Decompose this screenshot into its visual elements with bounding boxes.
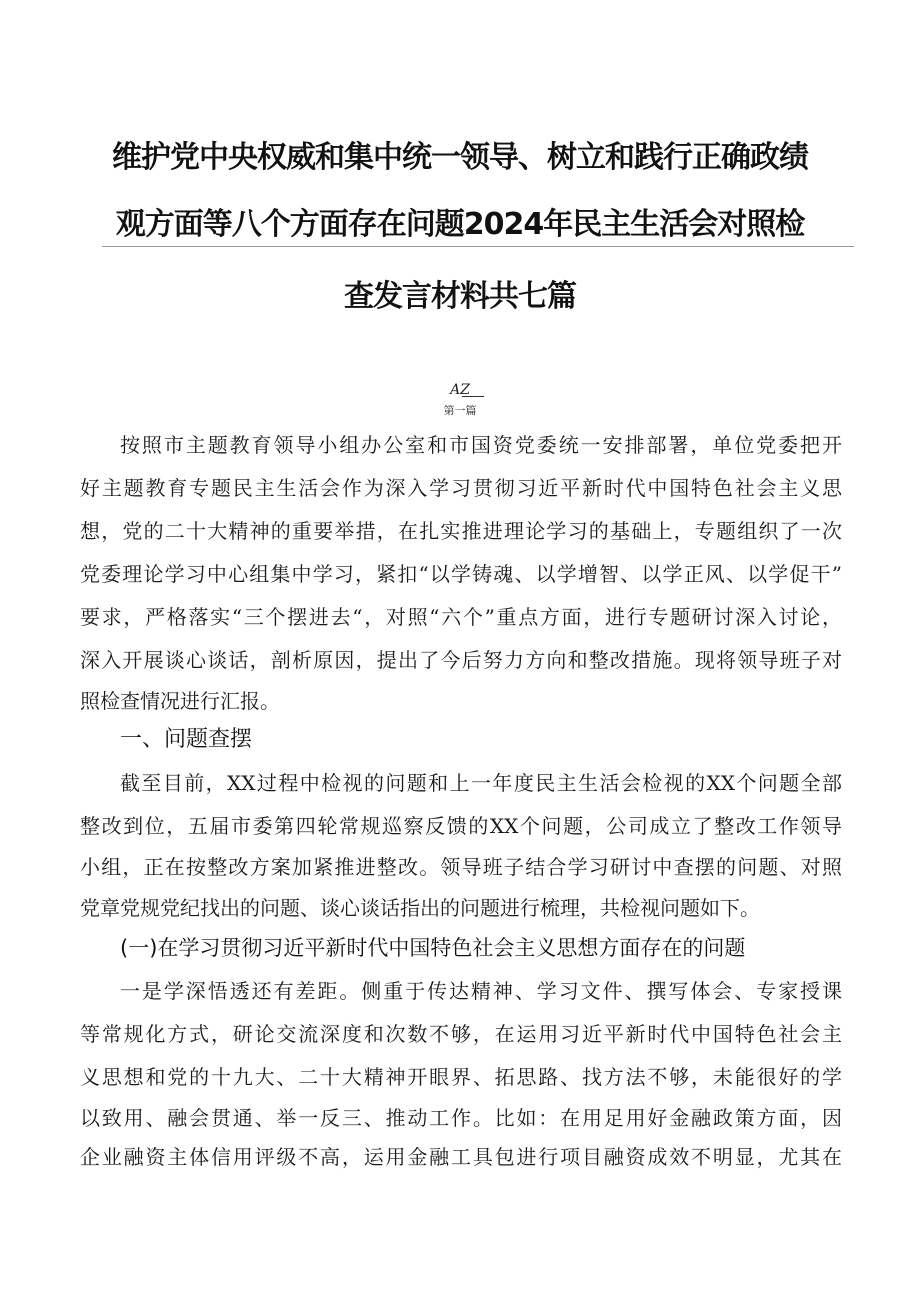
para3-line: 以致用、融会贯通、举一反三、推动工作。比如：在用足用好金融政策方面，因 <box>80 1106 842 1130</box>
section-mark: AZ <box>450 382 470 398</box>
intro-line: 党委理论学习中心组集中学习，紧扣“以学铸魂、以学增智、以学正风、以学促干” <box>80 562 842 586</box>
document-title-line-2: 观方面等八个方面存在问题2024年民主生活会对照检 <box>115 207 805 242</box>
document-title-line-3: 查发言材料共七篇 <box>344 279 576 314</box>
para2-line: 党章党规党纪找出的问题、谈心谈话指出的问题进行梳理，共检视问题如下。 <box>80 896 760 920</box>
para3-line: 等常规化方式，研论交流深度和次数不够，在运用习近平新时代中国特色社会主 <box>80 1022 842 1046</box>
intro-line: 好主题教育专题民主生活会作为深入学习贯彻习近平新时代中国特色社会主义思 <box>80 476 842 500</box>
section-mark-underline <box>462 396 484 397</box>
intro-line: 深入开展谈心谈话，剖析原因，提出了今后努力方向和整改措施。现将领导班子对 <box>80 648 842 672</box>
intro-line: 要求，严格落实“三个摆进去“，对照“六个”重点方面，进行专题研讨深入讨论， <box>80 605 842 629</box>
subsection-heading-1: (一)在学习贯彻习近平新时代中国特色社会主义思想方面存在的问题 <box>120 936 746 960</box>
para3-line: 义思想和党的十九大、二十大精神开眼界、拓思路、找方法不够，未能很好的学 <box>80 1065 842 1089</box>
para3-line: 企业融资主体信用评级不高，运用金融工具包进行项目融资成效不明显，尤其在 <box>80 1145 842 1169</box>
title-divider <box>102 246 854 247</box>
para2-line: 截至目前，XX过程中检视的问题和上一年度民主生活会检视的XX个问题全部 <box>120 771 842 795</box>
intro-line: 按照市主题教育领导小组办公室和市国资党委统一安排部署，单位党委把开 <box>120 433 842 457</box>
intro-line: 照检查情况进行汇报。 <box>80 689 280 713</box>
para3-line: 一是学深悟透还有差距。侧重于传达精神、学习文件、撰写体会、专家授课 <box>120 979 842 1003</box>
document-title-line-1: 维护党中央权威和集中统一领导、树立和践行正确政绩 <box>112 140 808 175</box>
section-label: 第一篇 <box>443 404 477 417</box>
section-heading-1: 一、问题查摆 <box>120 727 253 752</box>
para2-line: 小组，正在按整改方案加紧推进整改。领导班子结合学习研讨中查摆的问题、对照 <box>80 855 842 879</box>
para2-line: 整改到位，五届市委第四轮常规巡察反馈的XX个问题，公司成立了整改工作领导 <box>80 814 842 838</box>
intro-line: 想，党的二十大精神的重要举措，在扎实推进理论学习的基础上，专题组织了一次 <box>80 519 842 543</box>
